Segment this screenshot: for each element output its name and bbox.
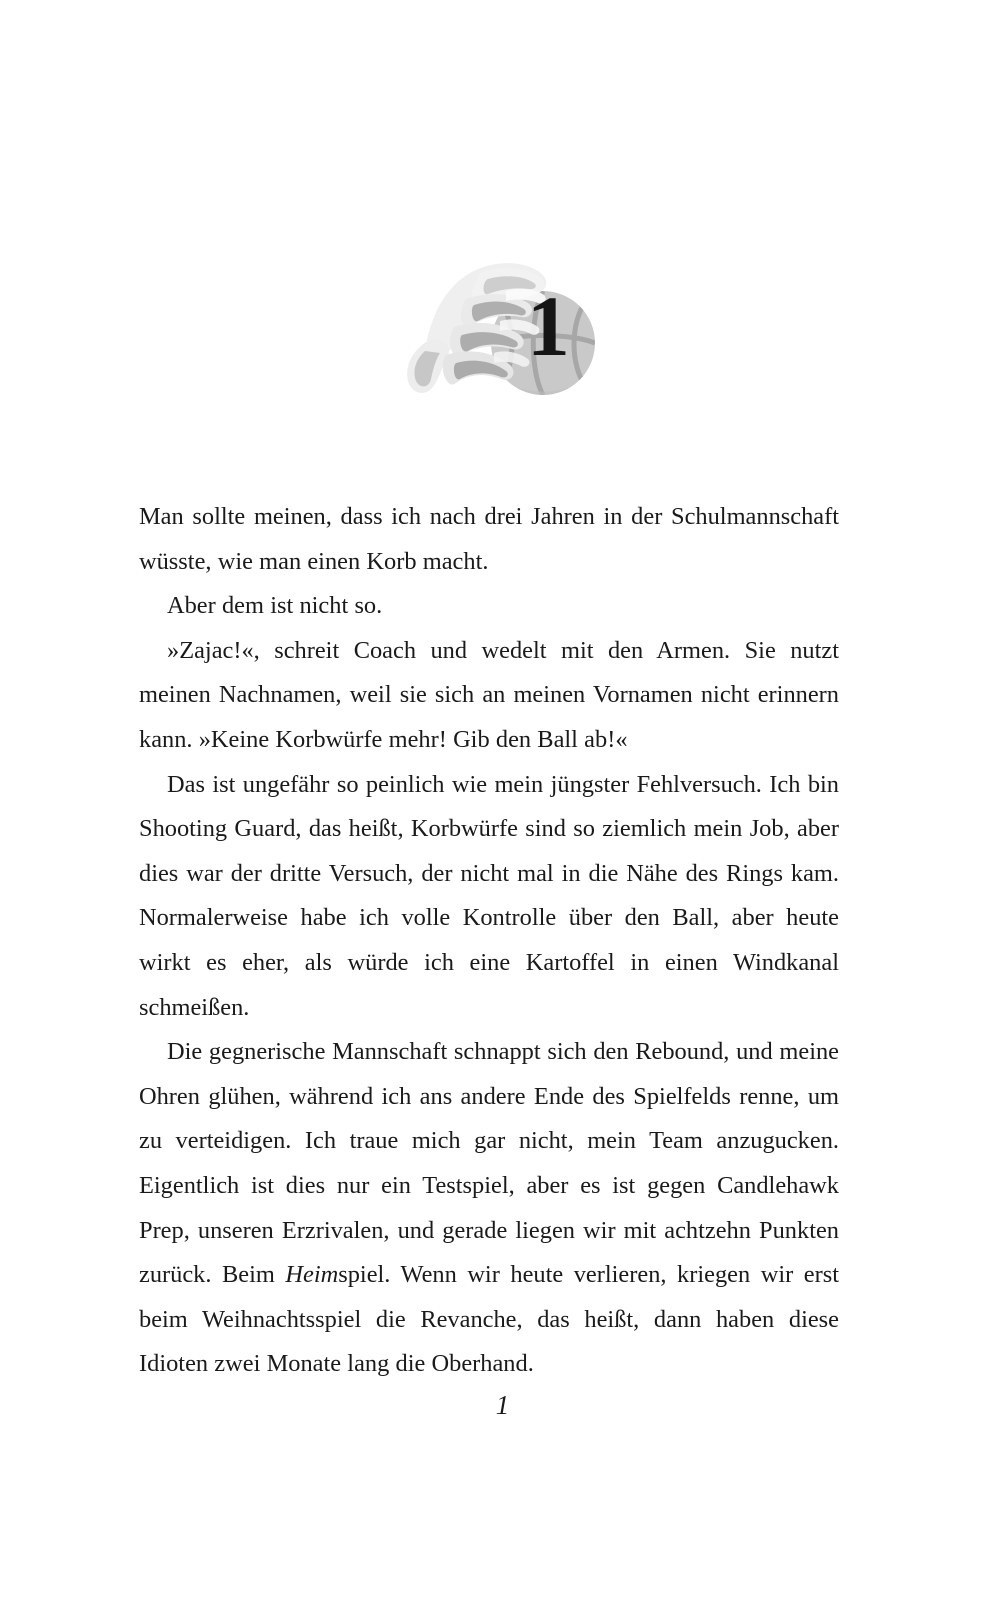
hand-gripping-basketball-icon [388,245,618,415]
body-text-block [139,495,839,1387]
chapter-number: 1 [526,278,569,374]
page-number: 1 [495,1390,510,1420]
paragraph: Das ist ungefähr so peinlich wie mein jüngster Fehlversuch. Ich bin Shooting Guard, das heißt, Korbwürfe sind so ziemlich mein Job, aber dies war der dritte Versuch, der nicht mal in die Nähe des Rings kam. Normalerweise habe ich volle Kontrolle über den Ball, aber heute wirkt es eher, als würde ich eine Kartoffel in einen Windkanal schmeißen. [139,770,839,1021]
chapter-ornament-illustration [0,240,1005,420]
paragraph: Man sollte meinen, dass ich nach drei Jahren in der Schulmannschaft wüsste, wie man einen Korb macht. [139,503,839,575]
paragraph: »Zajac!«, schreit Coach und wedelt mit den Armen. Sie nutzt meinen Nachnamen, weil sie sich an meinen Vornamen nicht erinnern kann. »Keine Korbwürfe mehr! Gib den Ball ab!« [139,636,839,753]
paragraph: Aber dem ist nicht so. [167,592,383,620]
paragraph: Die gegnerische Mannschaft schnappt sich den Rebound, und meine Ohren glühen, während ich ans andere Ende des Spielfelds renne, um zu verteidigen. Ich traue mich gar nicht, mein Team anzugucken. Eigentlich ist dies nur ein Testspiel, aber es ist gegen Candlehawk Prep, unseren Erzrivalen, und gerade liegen wir mit achtzehn Punkten zurück. Beim Heimspiel. Wenn wir heute verlieren, kriegen wir erst beim Weihnachtsspiel die Revanche, das heißt, dann haben diese Idioten zwei Monate lang die Oberhand. [139,1038,839,1378]
